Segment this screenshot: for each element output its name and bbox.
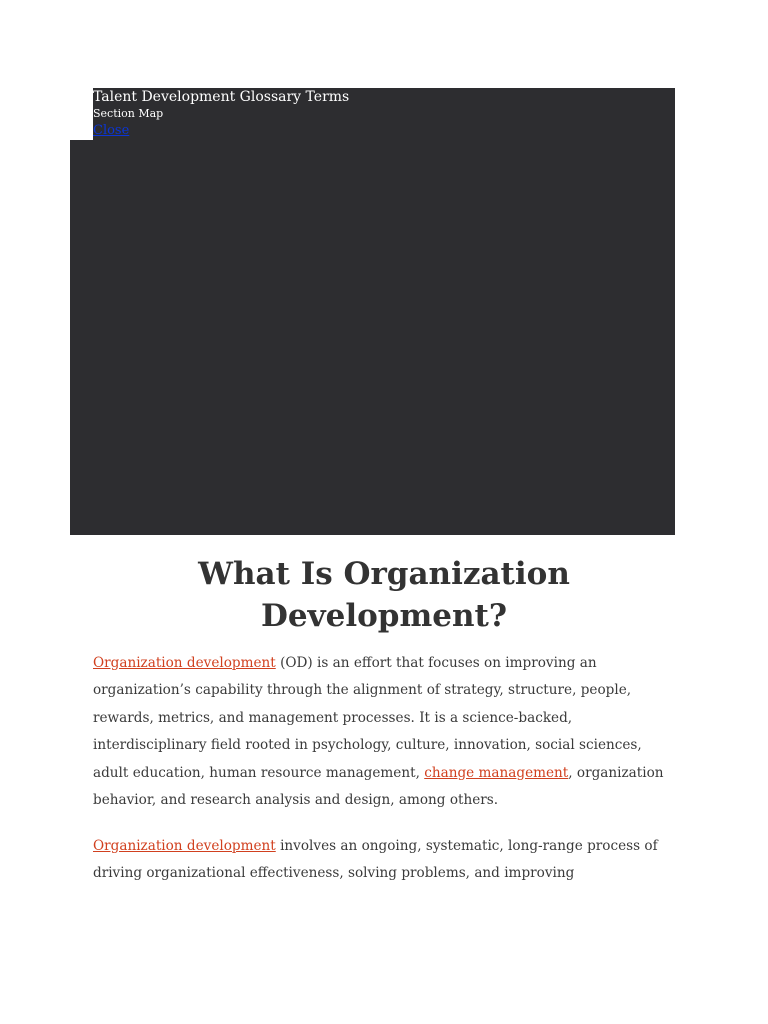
organization-development-link[interactable]: Organization development [93,655,276,671]
organization-development-link-2[interactable]: Organization development [93,838,276,854]
change-management-link[interactable]: change management [424,764,569,781]
paragraph-1-text-b: , organization behavior, and research analysis and design, among others. [93,764,664,809]
article-paragraph-2 [93,833,675,888]
paragraph-2-text: involves an ongoing, systematic, long-range process of driving organizational effectiveness, solving problems, and improving [93,838,658,882]
article-paragraph-1 [93,650,675,814]
paragraph-1-text-a: (OD) is an effort that focuses on improving an organization’s capability through the alignment of strategy, structure, people, rewards, metrics, and management processes. It is a science-backed, interdisciplinary field rooted in psychology, culture, innovation, social sciences, adult education, human resource management, [93,655,642,781]
section-map-label: Section Map [93,107,164,120]
close-link[interactable]: Close [93,123,130,138]
page-title: What Is Organization Development? [198,556,570,634]
section-map-panel [70,88,675,535]
glossary-menu-title: Talent Development Glossary Terms [93,89,350,105]
panel-notch [70,88,93,140]
